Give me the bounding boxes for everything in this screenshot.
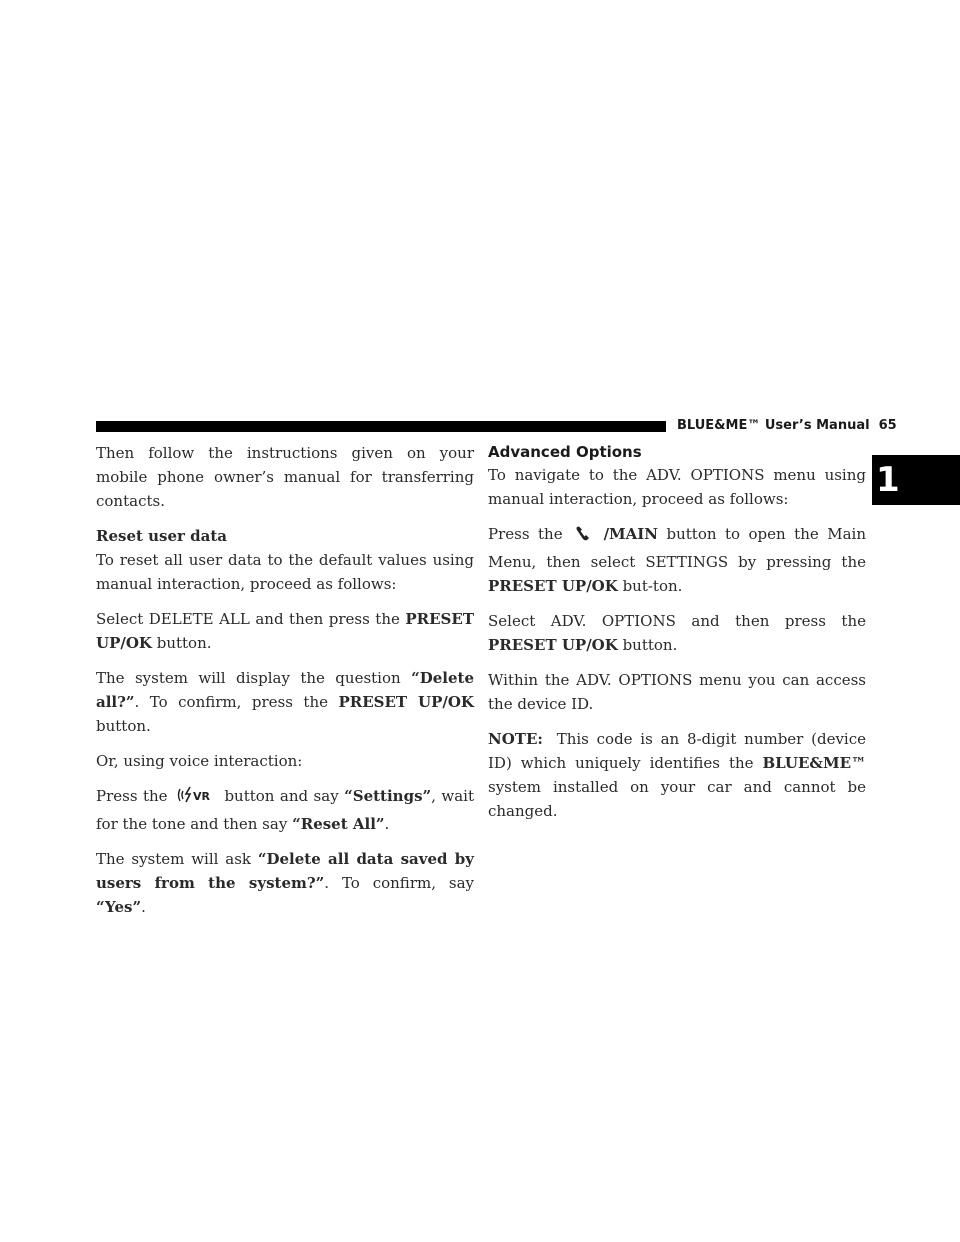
- select-delete-all-paragraph: Select DELETE ALL and then press the PRESET UP/OK button.: [96, 610, 474, 652]
- reset-intro-paragraph: To reset all user data to the default values using manual interaction, proceed as follows:: [96, 551, 474, 593]
- delete-all-data-quote: “Delete all data saved by users from the system?”: [96, 850, 474, 892]
- running-header: [677, 418, 897, 433]
- preset-up-ok-term: PRESET UP/OK: [338, 693, 474, 711]
- preset-up-ok-term: PRESET UP/OK: [488, 636, 618, 654]
- press-vr-paragraph: Press the VR button and say “Settings”, wait for the tone and then say “Reset All”.: [96, 787, 474, 833]
- select-adv-options-paragraph: Select ADV. OPTIONS and then press the PRESET UP/OK button.: [488, 612, 866, 654]
- header-rule: [96, 421, 666, 432]
- press-main-paragraph: Press the /MAIN button to open the Main Menu, then select SETTINGS by pressing the PRESET UP/OK but-ton.: [488, 525, 866, 595]
- reset-all-quote: “Reset All”: [292, 815, 385, 833]
- manual-title: BLUE&ME™ User’s Manual: [677, 418, 870, 433]
- advanced-options-heading: Advanced Options: [488, 443, 642, 461]
- preset-up-ok-term: PRESET UP/OK: [488, 577, 618, 595]
- system-ask-paragraph: The system will ask “Delete all data saved by users from the system?”. To confirm, say “Yes”.: [96, 850, 474, 916]
- note-label: NOTE:: [488, 730, 543, 748]
- page-number: 65: [878, 418, 897, 433]
- yes-quote: “Yes”: [96, 898, 142, 916]
- chapter-tab: 1: [872, 455, 960, 505]
- left-column: [96, 441, 474, 930]
- main-term: /MAIN: [603, 525, 659, 543]
- svg-text:VR: VR: [193, 790, 210, 803]
- note-paragraph: NOTE: This code is an 8-digit number (device ID) which uniquely identifies the BLUE&ME™ system installed on your car and cannot be changed.: [488, 730, 866, 820]
- navigate-paragraph: To navigate to the ADV. OPTIONS menu using manual interaction, proceed as follows:: [488, 466, 866, 508]
- voice-interaction-paragraph: Or, using voice interaction:: [96, 752, 303, 770]
- voice-recognition-icon: [176, 785, 216, 812]
- device-id-paragraph: Within the ADV. OPTIONS menu you can access the device ID.: [488, 671, 866, 713]
- phone-icon: [574, 525, 592, 550]
- delete-all-quote: “Delete all?”: [96, 669, 474, 711]
- right-column: [488, 441, 866, 834]
- delete-all-question-paragraph: The system will display the question “Delete all?”. To confirm, press the PRESET UP/OK button.: [96, 669, 474, 735]
- reset-user-data-heading: Reset user data: [96, 527, 228, 545]
- settings-quote: “Settings”: [344, 787, 432, 805]
- transfer-contacts-paragraph: Then follow the instructions given on your mobile phone owner’s manual for transferring contacts.: [96, 444, 474, 510]
- preset-up-ok-term: PRESET UP/OK: [96, 610, 474, 652]
- blue-me-term: BLUE&ME™: [762, 754, 866, 772]
